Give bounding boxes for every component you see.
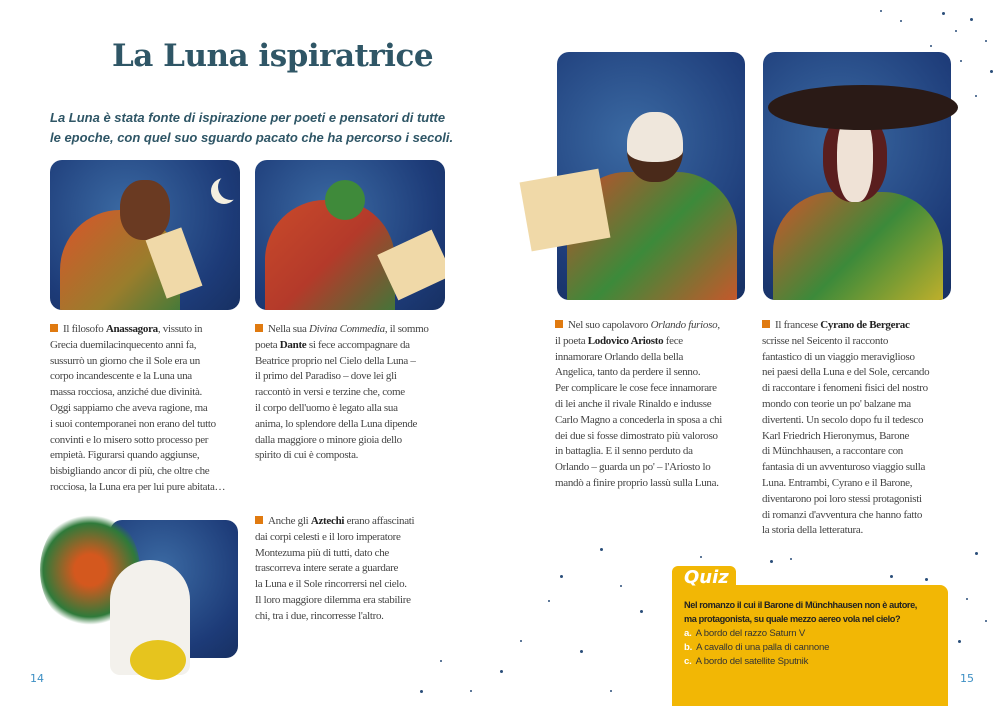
text-segment: anima, lo splendore della Luna dipende [255, 417, 418, 430]
text-segment: Divina Commedia [308, 323, 385, 335]
text-line [50, 433, 225, 449]
text-segment: , il sommo [384, 323, 429, 335]
text-segment: Carlo Magno a concederla in sposa a chi [555, 413, 722, 426]
star-dot [975, 95, 977, 97]
text-segment: di raccontare i fenomeni fisici del nostro [762, 382, 928, 395]
text-line [50, 480, 225, 496]
quiz-option-b [684, 642, 829, 653]
option-letter: b. [684, 642, 693, 653]
star-dot [970, 18, 973, 21]
crescent-moon-icon [218, 174, 240, 200]
star-dot [790, 558, 792, 560]
quiz-question [684, 598, 917, 626]
bullet-square-icon [762, 320, 770, 328]
aztec-collar [130, 640, 186, 680]
quiz-label: Quiz [684, 567, 729, 588]
star-dot [700, 556, 702, 558]
star-dot [560, 575, 563, 578]
text-line [50, 338, 225, 354]
star-dot [966, 598, 968, 600]
text-line [555, 397, 722, 413]
text-line [255, 448, 429, 464]
text-segment: fantastico di un viaggio meraviglioso [762, 350, 915, 363]
text-segment: corpo incandescente e la Luna una [50, 370, 192, 383]
text-segment: Per complicare le cose fece innamorare [555, 382, 717, 395]
text-segment: massa rocciosa, anziché due divinità. [50, 386, 203, 399]
text-segment: Beatrice proprio nel Cielo della Luna – [255, 354, 416, 367]
text-line [50, 448, 225, 464]
laurel [325, 180, 365, 220]
page-number-right: 15 [960, 672, 974, 685]
text-segment: spirito di cui è composta. [255, 449, 359, 462]
paragraph-ariosto [555, 318, 722, 492]
text-line [255, 417, 429, 433]
text-segment: trascorreva intere serate a guardare [255, 562, 399, 575]
text-line [555, 476, 722, 492]
text-line [555, 429, 722, 445]
text-segment: Il francese [775, 319, 821, 331]
head [120, 180, 170, 240]
text-line [555, 460, 722, 476]
text-segment: Montezuma più di tutti, dato che [255, 546, 389, 559]
text-line [762, 476, 929, 492]
text-line [762, 429, 929, 445]
text-line [50, 385, 225, 401]
text-line [50, 464, 225, 480]
star-dot [960, 60, 962, 62]
text-segment: Il loro maggiore dilemma era stabilire [255, 593, 411, 606]
name-highlight: Anassagora [105, 323, 158, 335]
text-line [555, 334, 722, 350]
intro-line: La Luna è stata fonte di ispirazione per poeti e pensatori di tutte [50, 110, 446, 125]
text-line [762, 397, 929, 413]
intro-line: le epoche, con quel suo sguardo pacato che ha percorso i secoli. [50, 130, 454, 145]
text-line [255, 577, 414, 593]
text-segment: erano affascinati [344, 515, 415, 527]
option-letter: c. [684, 656, 692, 667]
text-segment: fece [663, 334, 683, 347]
text-segment: Il filosofo [63, 323, 106, 335]
text-line [762, 508, 929, 524]
option-text: A bordo del satellite Sputnik [695, 656, 809, 667]
page-number-left: 14 [30, 672, 44, 685]
text-line [255, 338, 429, 354]
text-segment: Orlando – guarda un po' – l'Ariosto lo [555, 461, 711, 474]
text-line [762, 365, 929, 381]
text-segment: Nella sua [268, 323, 309, 335]
text-line [555, 413, 722, 429]
text-segment: la Luna e il Sole rincorrersi nel cielo. [255, 578, 407, 591]
text-line [255, 354, 429, 370]
star-dot [942, 12, 945, 15]
bullet-square-icon [255, 516, 263, 524]
paragraph-dante [255, 322, 429, 464]
robe [265, 200, 395, 310]
text-line [762, 350, 929, 366]
text-segment: rocciosa, la Luna era per lui pure abitata… [50, 480, 226, 493]
quiz-option-c [684, 656, 808, 667]
star-dot [640, 610, 643, 613]
text-segment: si fece accompagnare da [306, 338, 410, 351]
text-segment: convinti e lo misero sotto processo per [50, 433, 209, 446]
star-dot [990, 70, 993, 73]
text-segment: diventarono poi loro stessi protagonisti [762, 492, 922, 505]
text-segment: di romanzi d'avventura che hanno fatto [762, 508, 923, 521]
text-line [255, 593, 414, 609]
text-line [555, 350, 722, 366]
star-dot [500, 670, 503, 673]
option-text: A cavallo di una palla di cannone [696, 642, 830, 653]
text-line [255, 514, 414, 530]
text-line [555, 318, 722, 334]
text-segment: scrisse nel Seicento il racconto [762, 334, 889, 347]
text-line [255, 546, 414, 562]
text-line [255, 609, 414, 625]
quiz-option-a [684, 628, 805, 639]
text-line [50, 354, 225, 370]
text-segment: , vissuto in [157, 323, 203, 335]
text-segment: , [717, 319, 720, 331]
star-dot [440, 660, 442, 662]
option-text: A bordo del razzo Saturn V [695, 628, 806, 639]
bullet-square-icon [555, 320, 563, 328]
text-segment: nei paesi della Luna e del Sole, cercando [762, 366, 930, 379]
text-segment: in battaglia. E il senno perduto da [555, 445, 693, 458]
text-segment: innamorare Orlando della bella [555, 350, 684, 363]
robe [773, 192, 943, 300]
text-segment: bisbigliando ancor di più, che oltre che [50, 465, 210, 478]
text-segment: Angelica, tanto da perdere il senno. [555, 366, 701, 379]
quiz-question-line: Nel romanzo il cui il Barone di Münchhausen non è autore, [684, 600, 917, 610]
text-segment: divertenti. Un secolo dopo fu il tedesco [762, 413, 924, 426]
name-highlight: Lodovico Ariosto [587, 334, 664, 347]
text-segment: Nel suo capolavoro [568, 319, 651, 331]
text-segment: il poeta [555, 334, 588, 347]
text-segment: chi, tra i due, rincorresse l'altro. [255, 609, 384, 622]
text-line [255, 322, 429, 338]
quiz-question-line: ma protagonista, su quale mezzo aereo vola nel cielo? [684, 614, 901, 624]
text-segment: il corpo dell'uomo è legato alla sua [255, 401, 398, 414]
star-dot [880, 10, 882, 12]
text-line [255, 530, 414, 546]
text-line [762, 318, 929, 334]
text-segment: Grecia duemilacinquecento anni fa, [50, 338, 197, 351]
text-segment: Anche gli [268, 515, 311, 527]
hat [768, 85, 958, 130]
star-dot [770, 560, 773, 563]
text-line [555, 365, 722, 381]
text-segment: Karl Friedrich Hieronymus, Barone [762, 429, 910, 442]
star-dot [470, 690, 472, 692]
text-line [50, 322, 225, 338]
text-segment: raccontò in versi e terzine che, come [255, 386, 405, 399]
text-line [50, 417, 225, 433]
text-line [762, 444, 929, 460]
intro-text [50, 108, 453, 148]
text-line [555, 381, 722, 397]
illustration-dante [255, 160, 445, 310]
text-segment: mandò a finire proprio lassù sulla Luna. [555, 476, 719, 489]
text-line [50, 401, 225, 417]
text-segment: di Münchhausen, a raccontare con [762, 445, 903, 458]
star-dot [975, 552, 978, 555]
star-dot [890, 575, 893, 578]
text-line [255, 433, 429, 449]
star-dot [620, 585, 622, 587]
text-segment: sussurrò un giorno che il Sole era un [50, 354, 200, 367]
text-segment: i suoi contemporanei non erano del tutto [50, 417, 216, 430]
star-dot [420, 690, 423, 693]
page-title: La Luna ispiratrice [112, 38, 434, 74]
text-segment: dei due si fosse dimostrato più valoroso [555, 429, 718, 442]
text-segment: empietà. Figurarsi quando aggiunse, [50, 449, 200, 462]
star-dot [548, 600, 550, 602]
name-highlight: Aztechi [310, 515, 345, 527]
text-segment: Luna. Entrambi, Cyrano e il Barone, [762, 476, 913, 489]
star-dot [985, 40, 987, 42]
text-line [555, 444, 722, 460]
text-line [255, 385, 429, 401]
text-line [762, 523, 929, 539]
text-line [762, 334, 929, 350]
paragraph-aztechi [255, 514, 414, 625]
star-dot [930, 45, 932, 47]
bullet-square-icon [50, 324, 58, 332]
text-segment: fantasia di un avventuroso viaggio sulla [762, 461, 926, 474]
text-segment: di lei anche il rivale Rinaldo e indusse [555, 397, 712, 410]
star-dot [900, 20, 902, 22]
text-line [255, 561, 414, 577]
star-dot [600, 548, 603, 551]
text-line [762, 413, 929, 429]
illustration-anassagora [50, 160, 240, 310]
star-dot [958, 640, 961, 643]
text-segment: la storia della letteratura. [762, 524, 863, 537]
star-dot [985, 620, 987, 622]
text-line [762, 460, 929, 476]
text-line [255, 369, 429, 385]
star-dot [925, 578, 928, 581]
option-letter: a. [684, 628, 692, 639]
text-line [762, 381, 929, 397]
paragraph-anassagora [50, 322, 225, 496]
text-segment: Oggi sappiamo che aveva ragione, ma [50, 401, 208, 414]
text-segment: poeta [255, 338, 280, 351]
star-dot [610, 690, 612, 692]
text-line [255, 401, 429, 417]
head [627, 112, 683, 182]
text-line [50, 369, 225, 385]
text-segment: il primo del Paradiso – dove lei gli [255, 370, 397, 383]
text-segment: dai corpi celesti e il loro imperatore [255, 530, 401, 543]
text-segment: Orlando furioso [650, 319, 718, 331]
text-segment: dalla maggiore o minore gioia dello [255, 433, 402, 446]
star-dot [580, 650, 583, 653]
text-segment: mondo con teorie un po' balzane ma [762, 397, 911, 410]
name-highlight: Dante [279, 338, 307, 351]
star-dot [955, 30, 957, 32]
star-dot [520, 640, 522, 642]
text-line [762, 492, 929, 508]
book [520, 169, 611, 252]
paragraph-cyrano [762, 318, 929, 539]
bullet-square-icon [255, 324, 263, 332]
name-highlight: Cyrano de Bergerac [820, 319, 910, 331]
